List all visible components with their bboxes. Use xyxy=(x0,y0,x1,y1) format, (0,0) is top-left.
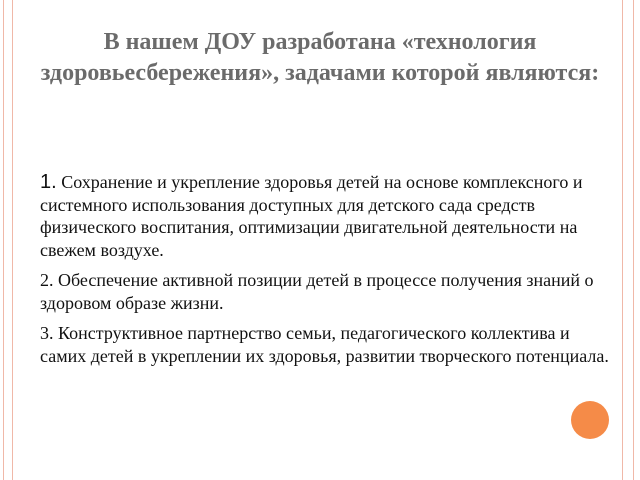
task-list xyxy=(40,171,615,367)
task-text: Конструктивное партнерство семьи, педагогического коллектива и самих детей в укреплении их здоровья, развитии творческого потенциала. xyxy=(40,323,609,366)
task-number: 1. xyxy=(40,171,57,193)
task-item-3 xyxy=(40,322,615,367)
task-text: Обеспечение активной позиции детей в процессе получения знаний о здоровом образе жизни. xyxy=(40,270,594,313)
left-border-inner xyxy=(12,0,13,480)
task-number: 3. xyxy=(40,323,54,343)
left-border-outer xyxy=(3,0,4,480)
right-border-outer xyxy=(633,0,634,480)
slide-title: В нашем ДОУ разработана «технология здоровьесбережения», задачами которой являются: xyxy=(40,29,600,86)
task-item-1 xyxy=(40,171,615,261)
right-border-inner xyxy=(622,0,623,480)
task-item-2 xyxy=(40,269,615,314)
decorative-dot xyxy=(571,401,609,439)
task-number: 2. xyxy=(40,270,54,290)
task-text: Сохранение и укрепление здоровья детей на основе комплексного и системного использования доступных для детского сада средств физического воспитания, оптимизации двигательной деятельности на свежем воздухе. xyxy=(40,172,583,260)
